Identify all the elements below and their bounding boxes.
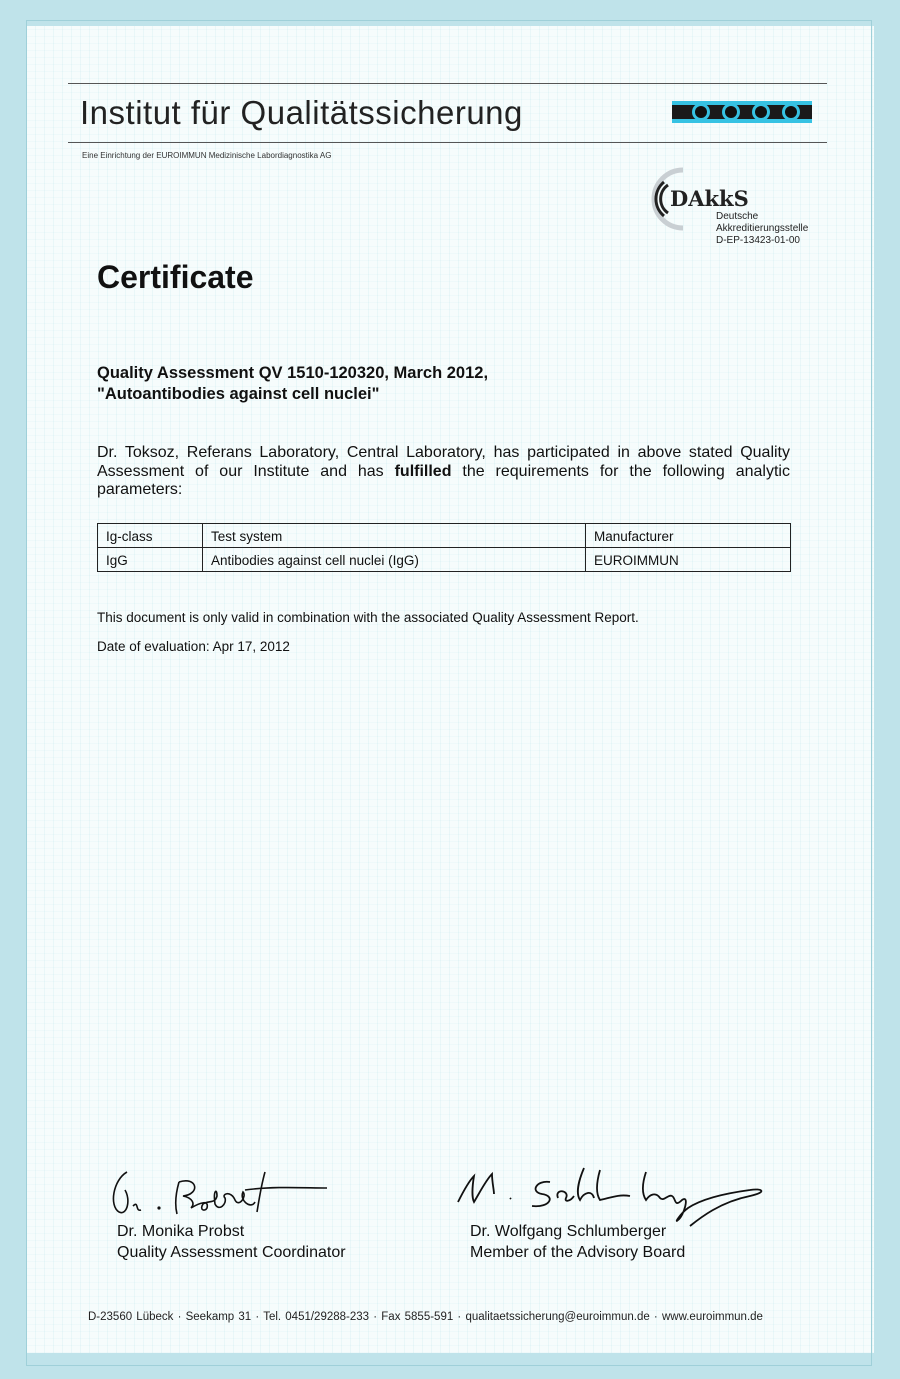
- dakks-name: DAkkS: [670, 186, 749, 211]
- header-bottom-rule: [68, 142, 827, 143]
- euroimmun-logo: [672, 101, 812, 123]
- header-cell: Manufacturer: [586, 524, 791, 548]
- signatory-2-role: Member of the Advisory Board: [470, 1244, 686, 1261]
- table-cell: Antibodies against cell nuclei (IgG): [203, 548, 586, 572]
- table-row: [98, 548, 791, 572]
- dakks-code: D-EP-13423-01-00: [716, 235, 800, 246]
- header-top-rule: [68, 83, 827, 84]
- table-cell: IgG: [98, 548, 203, 572]
- institute-title: Institut für Qualitätssicherung: [80, 94, 523, 131]
- fulfilled-emphasis: fulfilled: [394, 462, 452, 480]
- evaluation-date: Date of evaluation: Apr 17, 2012: [97, 639, 290, 654]
- signatory-2-name: Dr. Wolfgang Schlumberger: [470, 1223, 667, 1240]
- dakks-line-1: Deutsche: [716, 211, 759, 222]
- signatory-2: [470, 1221, 685, 1263]
- assessment-line-1: Quality Assessment QV 1510-120320, March 2012,: [97, 364, 489, 382]
- table-header-row: [98, 524, 791, 548]
- header-cell: Test system: [203, 524, 586, 548]
- signatory-1-role: Quality Assessment Coordinator: [117, 1244, 346, 1261]
- certificate-title: Certificate: [97, 259, 254, 295]
- participation-statement: Dr. Toksoz, Referans Laboratory, Central Laboratory, has participated in above stated Quality Assessment of our Institute and has fulfilled the requirements for the following analytic parameters:: [97, 444, 790, 498]
- validity-note: This document is only valid in combination with the associated Quality Assessment Report.: [97, 610, 639, 625]
- results-table: [97, 523, 791, 572]
- header-cell: Ig-class: [98, 524, 203, 548]
- signatory-1-name: Dr. Monika Probst: [117, 1223, 245, 1240]
- footer-contact: D-23560 Lübeck · Seekamp 31 · Tel. 0451/29288-233 · Fax 5855-591 · qualitaetssicherung@euroimmun.de · www.euroimmun.de: [88, 1311, 763, 1323]
- table-cell: EUROIMMUN: [586, 548, 791, 572]
- signatory-1: [117, 1221, 346, 1263]
- institute-subtitle: Eine Einrichtung der EUROIMMUN Medizinische Labordiagnostika AG: [82, 151, 332, 160]
- assessment-line-2: "Autoantibodies against cell nuclei": [97, 385, 380, 403]
- probst-signature: [105, 1160, 345, 1230]
- dakks-line-2: Akkreditierungsstelle: [716, 223, 809, 234]
